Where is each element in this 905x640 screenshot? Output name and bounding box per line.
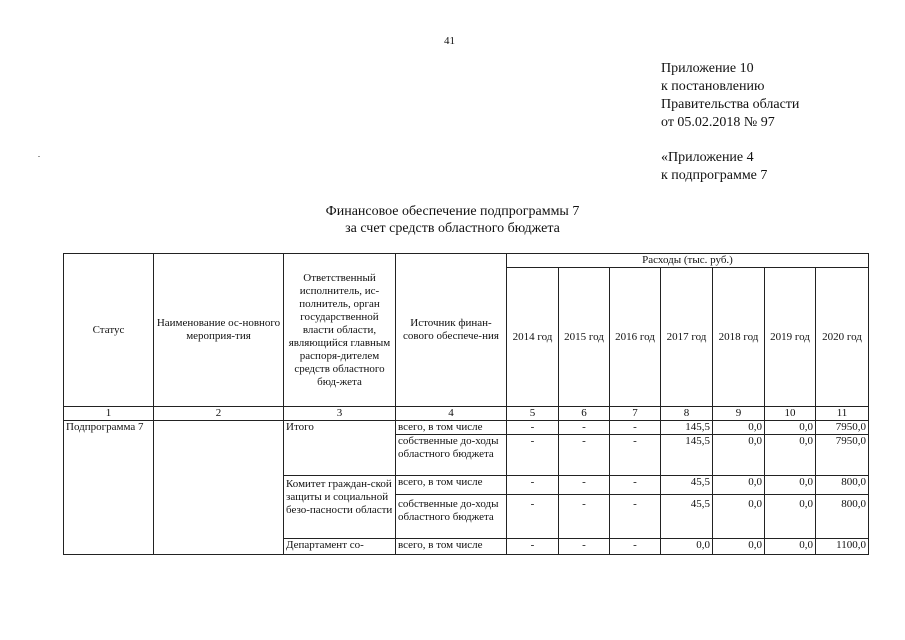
value-cell: 1100,0 bbox=[816, 539, 869, 555]
value-cell: - bbox=[610, 539, 661, 555]
value-cell: 0,0 bbox=[765, 435, 816, 476]
value-cell: 0,0 bbox=[713, 476, 765, 495]
header-source: Источник финан-сового обеспече-ния bbox=[396, 254, 507, 407]
executor-cell: Комитет граждан-ской защиты и социальной безо-пасности области bbox=[284, 476, 396, 539]
header-year: 2014 год bbox=[507, 268, 559, 407]
appendix-line: Приложение 10 bbox=[661, 61, 754, 76]
value-cell: - bbox=[559, 435, 610, 476]
header-year: 2018 год bbox=[713, 268, 765, 407]
header-year: 2020 год bbox=[816, 268, 869, 407]
value-cell: 0,0 bbox=[765, 476, 816, 495]
source-cell: всего, в том числе bbox=[396, 539, 507, 555]
document-title bbox=[0, 203, 905, 237]
header-year: 2017 год bbox=[661, 268, 713, 407]
header-year: 2019 год bbox=[765, 268, 816, 407]
appendix-line: Правительства области bbox=[661, 97, 800, 112]
header-responsible: Ответственный исполнитель, ис-полнитель, орган государственной власти области, являющийся главным распоря-дителем средств областного бюд-жета bbox=[284, 254, 396, 407]
appendix-line: к постановлению bbox=[661, 79, 765, 94]
header-status: Статус bbox=[64, 254, 154, 407]
value-cell: - bbox=[507, 435, 559, 476]
source-cell: всего, в том числе bbox=[396, 476, 507, 495]
status-cell: Подпрограмма 7 bbox=[64, 421, 154, 555]
appendix-header bbox=[661, 60, 799, 185]
value-cell: - bbox=[559, 421, 610, 435]
title-line: Финансовое обеспечение подпрограммы 7 bbox=[325, 204, 580, 219]
value-cell: 45,5 bbox=[661, 476, 713, 495]
value-cell: - bbox=[507, 476, 559, 495]
column-numbers-row bbox=[64, 407, 869, 421]
value-cell: - bbox=[610, 476, 661, 495]
appendix-sub-line: к подпрограмме 7 bbox=[661, 168, 768, 183]
column-number: 5 bbox=[507, 407, 559, 421]
column-number: 2 bbox=[154, 407, 284, 421]
column-number: 7 bbox=[610, 407, 661, 421]
source-cell: собственные до-ходы областного бюджета bbox=[396, 435, 507, 476]
value-cell: - bbox=[610, 495, 661, 539]
appendix-sub-line: «Приложение 4 bbox=[661, 150, 754, 165]
table-row bbox=[64, 421, 869, 435]
header-name: Наименование ос-новного мероприя-тия bbox=[154, 254, 284, 407]
value-cell: 0,0 bbox=[765, 495, 816, 539]
value-cell: - bbox=[559, 539, 610, 555]
source-cell: всего, в том числе bbox=[396, 421, 507, 435]
value-cell: 145,5 bbox=[661, 435, 713, 476]
column-number: 10 bbox=[765, 407, 816, 421]
column-number: 1 bbox=[64, 407, 154, 421]
value-cell: - bbox=[507, 495, 559, 539]
header-year: 2016 год bbox=[610, 268, 661, 407]
value-cell: 0,0 bbox=[713, 539, 765, 555]
source-cell: собственные до-ходы областного бюджета bbox=[396, 495, 507, 539]
value-cell: - bbox=[559, 495, 610, 539]
column-number: 4 bbox=[396, 407, 507, 421]
value-cell: 7950,0 bbox=[816, 421, 869, 435]
value-cell: - bbox=[507, 539, 559, 555]
header-year: 2015 год bbox=[559, 268, 610, 407]
value-cell: 0,0 bbox=[713, 421, 765, 435]
value-cell: - bbox=[559, 476, 610, 495]
value-cell: - bbox=[610, 421, 661, 435]
header-expenses: Расходы (тыс. руб.) bbox=[507, 254, 869, 268]
activity-name-cell bbox=[154, 421, 284, 555]
column-number: 11 bbox=[816, 407, 869, 421]
financing-table bbox=[63, 253, 869, 555]
executor-cell: Итого bbox=[284, 421, 396, 476]
value-cell: 145,5 bbox=[661, 421, 713, 435]
value-cell: 7950,0 bbox=[816, 435, 869, 476]
value-cell: 0,0 bbox=[713, 495, 765, 539]
column-number: 6 bbox=[559, 407, 610, 421]
page-bottom-margin bbox=[0, 567, 905, 640]
value-cell: 800,0 bbox=[816, 476, 869, 495]
value-cell: - bbox=[610, 435, 661, 476]
value-cell: 0,0 bbox=[765, 539, 816, 555]
executor-cell: Департамент со- bbox=[284, 539, 396, 555]
value-cell: - bbox=[507, 421, 559, 435]
value-cell: 0,0 bbox=[765, 421, 816, 435]
value-cell: 0,0 bbox=[661, 539, 713, 555]
title-line: за счет средств областного бюджета bbox=[345, 221, 560, 236]
column-number: 9 bbox=[713, 407, 765, 421]
page-number: 41 bbox=[444, 35, 455, 47]
appendix-line: от 05.02.2018 № 97 bbox=[661, 115, 775, 130]
value-cell: 0,0 bbox=[713, 435, 765, 476]
column-number: 8 bbox=[661, 407, 713, 421]
column-number: 3 bbox=[284, 407, 396, 421]
value-cell: 800,0 bbox=[816, 495, 869, 539]
value-cell: 45,5 bbox=[661, 495, 713, 539]
